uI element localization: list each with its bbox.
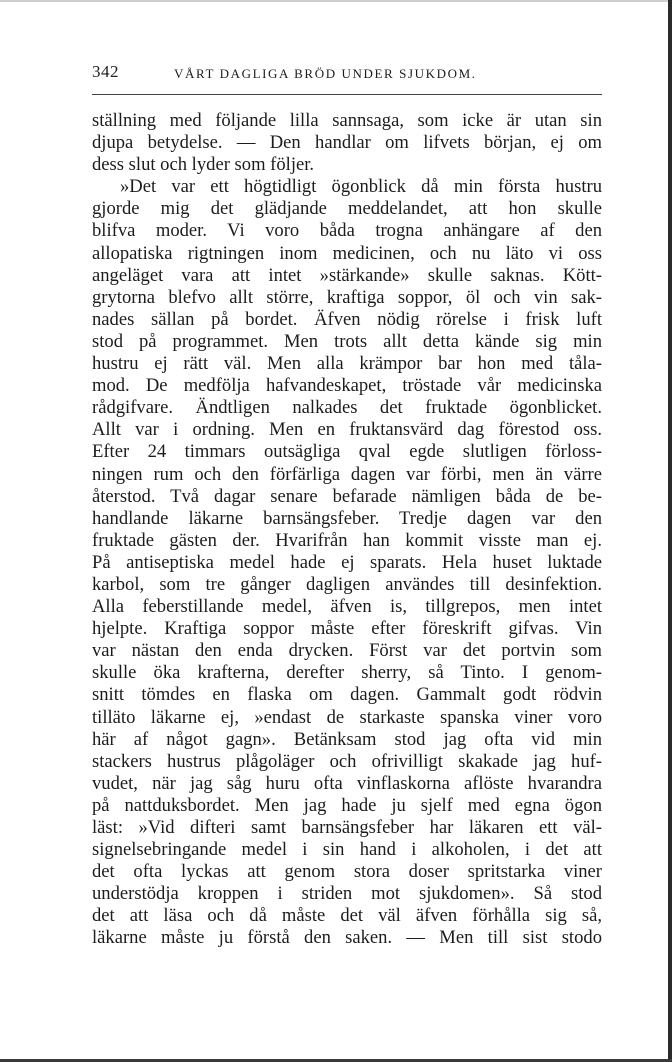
text-line: »Det var ett högtidligt ögonblick då min första hustru	[120, 176, 602, 198]
text-line: stackers hustrus plågoläger och ofrivilligt skakade jag huf-	[92, 750, 602, 772]
text-line: här af något gagn». Betänksam stod jag ofta vid min	[92, 728, 602, 750]
text-line: karbol, som tre gånger dagligen användes till desinfektion.	[92, 573, 602, 595]
text-line: det ofta lyckas att genom stora doser spritstarka viner	[92, 861, 602, 883]
text-line: På antiseptiska medel hade ej sparats. Hela huset luktade	[92, 551, 602, 573]
page-number: 342	[92, 62, 119, 81]
header-rule	[92, 94, 602, 95]
scan-edge-right	[668, 0, 672, 1062]
text-line: signelsebringande medel i sin hand i alkoholen, i det att	[92, 839, 602, 861]
text-line: på nattduksbordet. Men jag hade ju sjelf med egna ögon	[92, 794, 602, 816]
text-line: stod på programmet. Men trots allt detta kände sig min	[92, 330, 602, 352]
text-line: understödja kroppen i striden mot sjukdomen». Så stod	[92, 883, 602, 905]
text-line: Allt var i ordning. Men en fruktansvärd dag förestod oss.	[92, 419, 602, 441]
text-line: handlande läkarne barnsängsfeber. Tredje dagen var den	[92, 507, 602, 529]
text-line: mod. De medfölja hafvandeskapet, tröstade vår medicinska	[92, 375, 602, 397]
running-title: VÅRT DAGLIGA BRÖD UNDER SJUKDOM.	[174, 66, 477, 81]
text-line: hustru ej rätt väl. Men alla krämpor bar hon med tåla-	[92, 353, 602, 375]
text-line: nades sällan på bordet. Äfven nödig rörelse i frisk luft	[92, 308, 602, 330]
text-line: grytorna blefvo allt större, kraftiga soppor, öl och vin sak-	[92, 286, 602, 308]
page-header	[92, 62, 602, 88]
text-line: var nästan den enda drycken. Först var det portvin som	[92, 640, 602, 662]
text-line: fruktade gästen der. Hvarifrån han kommit visste man ej.	[92, 529, 602, 551]
text-line: det att läsa och då måste det väl äfven förhålla sig så,	[92, 905, 602, 927]
text-line: hjelpte. Kraftiga soppor måste efter föreskrift gifvas. Vin	[92, 618, 602, 640]
scan-edge-top	[0, 0, 672, 2]
body-text	[92, 110, 602, 950]
text-line: snitt tömdes en flaska om dagen. Gammalt godt rödvin	[92, 684, 602, 706]
text-line: Efter 24 timmars outsägliga qval egde slutligen förloss-	[92, 441, 602, 463]
text-line: angeläget vara att intet »stärkande» skulle saknas. Kött-	[92, 264, 602, 286]
text-line: djupa betydelse. — Den handlar om lifvets början, ej om	[92, 132, 602, 154]
text-line: vudet, när jag såg huru ofta vinflaskorna aflöste hvarandra	[92, 772, 602, 794]
text-line: återstod. Två dagar senare befarade nämligen båda de be-	[92, 485, 602, 507]
text-line: skulle öka krafterna, derefter sherry, så Tinto. I genom-	[92, 662, 602, 684]
text-line: gjorde mig det glädjande meddelandet, att hon skulle	[92, 198, 602, 220]
text-line: allopatiska rigtningen inom medicinen, och nu läto vi oss	[92, 242, 602, 264]
text-line: dess slut och lyder som följer.	[92, 154, 315, 176]
text-line: blifva moder. Vi voro båda trogna anhängare af den	[92, 220, 602, 242]
text-line: ställning med följande lilla sannsaga, som icke är utan sin	[92, 110, 602, 131]
text-line: Alla feberstillande medel, äfven is, tillgrepos, men intet	[92, 596, 602, 618]
text-line: läkarne måste ju förstå den saken. — Men till sist stodo	[92, 927, 602, 949]
text-line: ningen rum och den förfärliga dagen var förbi, men än värre	[92, 463, 602, 485]
text-line: tilläto läkarne ej, »endast de starkaste spanska viner voro	[92, 706, 602, 728]
text-line: rådgifvare. Ändtligen nalkades det fruktade ögonblicket.	[92, 397, 602, 419]
text-line: läst: »Vid difteri samt barnsängsfeber har läkaren ett väl-	[92, 817, 602, 838]
